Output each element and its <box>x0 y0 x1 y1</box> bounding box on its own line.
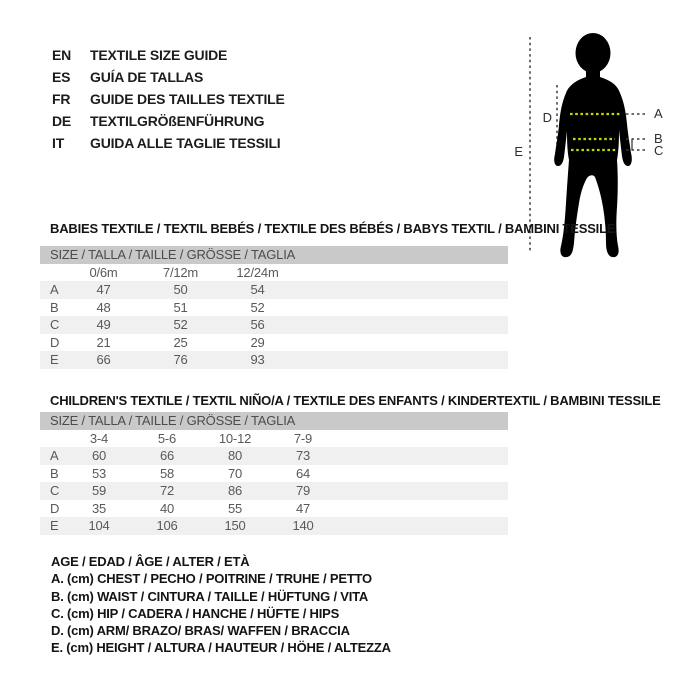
column-header: 10-12 <box>218 430 252 446</box>
lang-title: TEXTILGRÖßENFÜHRUNG <box>90 113 265 129</box>
column-header: 5-6 <box>157 430 177 446</box>
cell: 21 <box>96 334 111 350</box>
cell: 70 <box>227 465 243 481</box>
size-header-label: SIZE / TALLA / TAILLE / GRÖSSE / TAGLIA <box>40 246 508 264</box>
lang-row-es <box>52 66 285 88</box>
row-label: A <box>40 281 65 299</box>
legend-item-waist: B. (cm) WAIST / CINTURA / TAILLE / HÜFTUNG / VITA <box>51 588 369 604</box>
table-row <box>40 482 508 500</box>
lang-title: GUIDE DES TAILLES TEXTILE <box>90 91 285 107</box>
legend-item-height: E. (cm) HEIGHT / ALTURA / HAUTEUR / HÖHE / ALTEZZA <box>51 640 391 656</box>
lang-code: FR <box>52 91 71 107</box>
cell: 49 <box>65 316 142 334</box>
row-label: C <box>40 482 65 500</box>
lang-code: IT <box>52 135 65 151</box>
table-row <box>40 500 508 518</box>
lang-code: DE <box>52 113 72 129</box>
cell: 72 <box>133 482 201 500</box>
row-label: D <box>50 500 60 516</box>
cell: 59 <box>65 482 133 500</box>
legend-item-arm: D. (cm) ARM/ BRAZO/ BRAS/ WAFFEN / BRACCIA <box>51 623 350 639</box>
cell: 52 <box>250 299 265 315</box>
children-table-header-bar <box>40 412 508 430</box>
table-row <box>40 465 508 483</box>
table-row <box>40 447 508 465</box>
cell: 104 <box>65 517 133 535</box>
cell: 106 <box>133 517 201 535</box>
column-header: 7/12m <box>162 264 199 280</box>
cell: 54 <box>219 281 296 299</box>
cell: 40 <box>159 500 175 516</box>
babies-column-header-row <box>40 264 508 282</box>
lang-row-en <box>52 44 285 66</box>
lang-title: TEXTILE SIZE GUIDE <box>90 47 228 63</box>
table-row <box>40 334 508 352</box>
row-label: B <box>50 299 59 315</box>
row-label: D <box>50 334 60 350</box>
lang-row-de <box>52 110 285 132</box>
column-header: 3-4 <box>89 430 109 446</box>
legend-item-hip: C. (cm) HIP / CADERA / HANCHE / HÜFTE / HIPS <box>51 605 340 621</box>
column-header: 12/24m <box>236 264 279 280</box>
cell: 29 <box>250 334 265 350</box>
cell: 150 <box>201 517 269 535</box>
column-header: 7-9 <box>293 430 313 446</box>
cell: 48 <box>96 299 111 315</box>
size-header-label: SIZE / TALLA / TAILLE / GRÖSSE / TAGLIA <box>40 412 508 430</box>
babies-section-title: BABIES TEXTILE / TEXTIL BEBÉS / TEXTILE DES BÉBÉS / BABYS TEXTIL / BAMBINI TESSILE <box>50 221 616 236</box>
lang-title: GUIDA ALLE TAGLIE TESSILI <box>90 135 281 151</box>
column-header: 0/6m <box>89 264 118 280</box>
cell: 56 <box>219 316 296 334</box>
table-row <box>40 281 508 299</box>
table-row <box>40 351 508 369</box>
cell: 80 <box>201 447 269 465</box>
cell: 47 <box>295 500 311 516</box>
cell: 66 <box>65 351 142 369</box>
measure-label-a: A <box>654 106 663 121</box>
cell: 60 <box>65 447 133 465</box>
measurement-legend <box>51 553 391 657</box>
children-section-title: CHILDREN'S TEXTILE / TEXTIL NIÑO/A / TEXTILE DES ENFANTS / KINDERTEXTIL / BAMBINI TESSILE <box>50 393 661 408</box>
lang-row-fr <box>52 88 285 110</box>
row-label: E <box>40 517 65 535</box>
cell: 140 <box>269 517 337 535</box>
cell: 58 <box>159 465 175 481</box>
cell: 93 <box>219 351 296 369</box>
cell: 35 <box>91 500 107 516</box>
table-row <box>40 316 508 334</box>
cell: 50 <box>142 281 219 299</box>
lang-title: GUÍA DE TALLAS <box>90 69 204 85</box>
children-size-table <box>40 412 508 535</box>
row-label: B <box>50 465 59 481</box>
language-title-list <box>52 44 285 154</box>
lang-row-it <box>52 132 285 154</box>
children-column-header-row <box>40 430 508 448</box>
babies-size-table <box>40 246 508 369</box>
measure-label-c: C <box>654 143 664 158</box>
cell: 25 <box>173 334 188 350</box>
row-label: A <box>40 447 65 465</box>
table-row <box>40 517 508 535</box>
row-label: E <box>40 351 65 369</box>
row-label: C <box>40 316 65 334</box>
cell: 86 <box>201 482 269 500</box>
cell: 51 <box>173 299 188 315</box>
cell: 47 <box>65 281 142 299</box>
measure-label-d: D <box>542 110 552 125</box>
cell: 64 <box>295 465 311 481</box>
table-row <box>40 299 508 317</box>
cell: 76 <box>142 351 219 369</box>
cell: 52 <box>142 316 219 334</box>
cell: 79 <box>269 482 337 500</box>
measure-label-e: E <box>514 144 523 159</box>
measure-label-b: B <box>654 131 663 146</box>
cell: 66 <box>133 447 201 465</box>
lang-code: ES <box>52 69 71 85</box>
cell: 73 <box>269 447 337 465</box>
lang-code: EN <box>52 47 72 63</box>
cell: 53 <box>91 465 107 481</box>
legend-item-chest: A. (cm) CHEST / PECHO / POITRINE / TRUHE / PETTO <box>51 571 372 587</box>
cell: 55 <box>227 500 243 516</box>
legend-title: AGE / EDAD / ÂGE / ALTER / ETÀ <box>51 554 250 569</box>
babies-table-header-bar <box>40 246 508 264</box>
